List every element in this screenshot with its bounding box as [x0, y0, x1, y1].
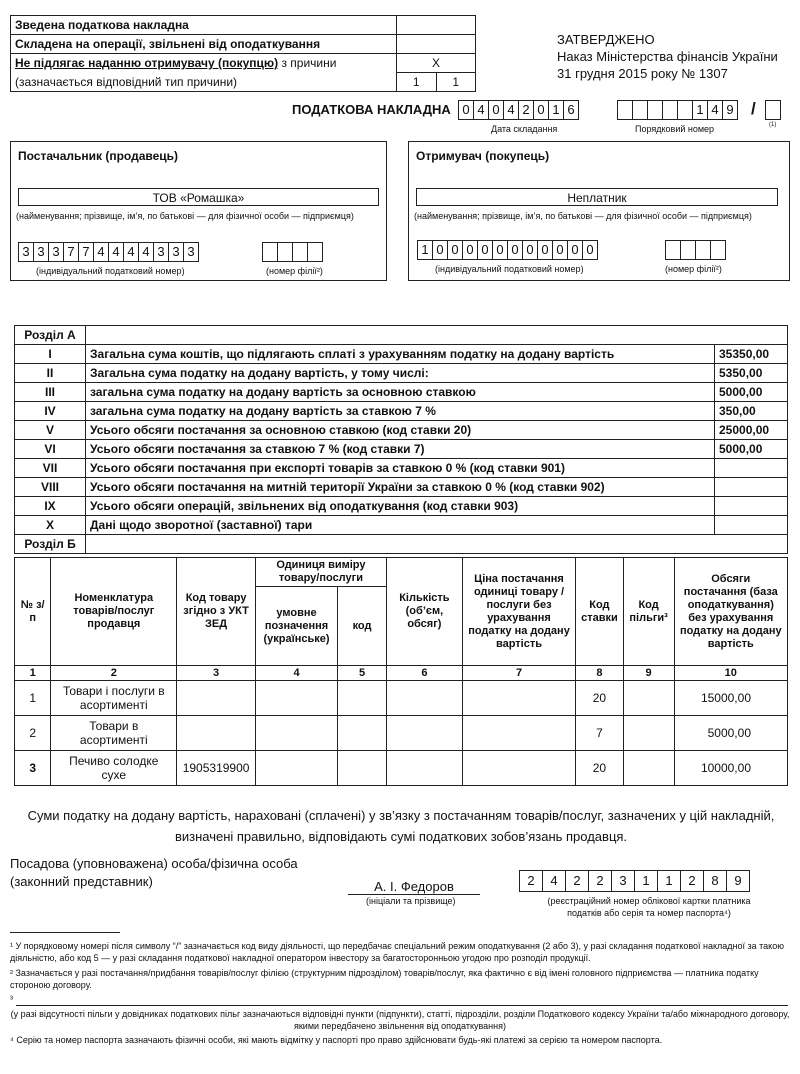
buyer-ipn-digit-cell[interactable]: 0: [552, 240, 568, 260]
section-a-header: [15, 326, 788, 345]
compliance-statement: [14, 805, 788, 847]
order-digit-cell[interactable]: [662, 100, 678, 120]
cell-name[interactable]: Товари в асортименті: [51, 716, 177, 751]
approved-line: 31 грудня 2015 року № 1307: [557, 66, 728, 81]
approved-line: Наказ Міністерства фінансів України: [557, 49, 778, 64]
section-b-table: [14, 557, 788, 786]
type-row-consolidated: [11, 16, 476, 35]
row-number: VI: [15, 440, 86, 459]
buyer-ipn-digit-cell[interactable]: 0: [432, 240, 448, 260]
section-a-title: Розділ А: [15, 326, 86, 345]
date-digit-cell[interactable]: 4: [473, 100, 489, 120]
date-cells[interactable]: [458, 100, 579, 120]
column-number: 8: [576, 666, 623, 681]
type-label-bold: Не підлягає наданню отримувачу (покупцю): [15, 56, 279, 71]
date-digit-cell[interactable]: 2: [518, 100, 534, 120]
date-digit-cell[interactable]: 4: [503, 100, 519, 120]
table-header-row: [15, 558, 788, 587]
footnote-divider: [10, 932, 120, 933]
section-b-title: Розділ Б: [15, 535, 86, 554]
date-digit-cell[interactable]: 1: [548, 100, 564, 120]
document-title: ПОДАТКОВА НАКЛАДНА: [292, 102, 451, 117]
supplier-branch-digit-cell[interactable]: [307, 242, 323, 262]
buyer-name-field[interactable]: Неплатник: [416, 188, 778, 206]
row-value[interactable]: [715, 459, 788, 478]
cell-amount[interactable]: 10000,00: [674, 751, 787, 786]
section-a-row: [15, 440, 788, 459]
supplier-ipn-digit-cell[interactable]: 7: [63, 242, 79, 262]
order-digit-cell[interactable]: [647, 100, 663, 120]
type-label: (зазначається відповідний тип причини): [11, 73, 397, 92]
row-value[interactable]: [715, 497, 788, 516]
col-header-qty: Кількість (об’єм, обсяг): [386, 558, 462, 666]
supplier-ipn-digit-cell[interactable]: 3: [33, 242, 49, 262]
cell-unit[interactable]: [255, 681, 337, 716]
section-a-row: [15, 478, 788, 497]
buyer-ipn-digit-cell[interactable]: 0: [582, 240, 598, 260]
cell-unit-code[interactable]: [338, 681, 387, 716]
supplier-ipn-digit-cell[interactable]: 3: [153, 242, 169, 262]
column-number: 9: [623, 666, 674, 681]
row-description: Усього обсяги постачання за ставкою 7 % (код ставки 7): [86, 440, 715, 459]
supplier-ipn-digit-cell[interactable]: 4: [108, 242, 124, 262]
supplier-ipn-digit-cell[interactable]: 3: [18, 242, 34, 262]
order-digit-cell[interactable]: [677, 100, 693, 120]
order-number-cells[interactable]: [617, 100, 738, 120]
cell-name[interactable]: Товари і послуги в асортименті: [51, 681, 177, 716]
supplier-branch-cells[interactable]: [262, 242, 323, 262]
buyer-name-caption: (найменування; прізвище, ім’я, по батькові — для фізичної особи — підприємця): [414, 211, 752, 221]
buyer-branch-digit-cell[interactable]: [680, 240, 696, 260]
tax-card-digit-cell[interactable]: 8: [703, 870, 727, 892]
footnote-3-line: [16, 1005, 788, 1006]
row-value[interactable]: 350,00: [715, 402, 788, 421]
buyer-ipn-digit-cell[interactable]: 0: [447, 240, 463, 260]
cell-uktzed[interactable]: [177, 681, 256, 716]
cell-qty[interactable]: [386, 681, 462, 716]
buyer-ipn-digit-cell[interactable]: 0: [522, 240, 538, 260]
footnote-2: ² Зазначається у разі постачання/придбання товарів/послуг філією (структурним підрозділом) товарів/послуг, яка фактично є від імені головного підприємства — платника податку стороною договору.: [10, 968, 759, 990]
row-value[interactable]: 5000,00: [715, 440, 788, 459]
tax-card-digit-cell[interactable]: 2: [519, 870, 543, 892]
row-description: Усього обсяги операцій, звільнених від оподаткування (код ставки 903): [86, 497, 715, 516]
row-number: V: [15, 421, 86, 440]
cell-benefit[interactable]: [623, 716, 674, 751]
caption-line: податків або серія та номер паспорта⁴): [567, 908, 731, 918]
row-description: Дані щодо зворотної (заставної) тари: [86, 516, 715, 535]
row-description: Загальна сума податку на додану вартість, у тому числі:: [86, 364, 715, 383]
column-number: 7: [462, 666, 575, 681]
column-number: 1: [15, 666, 51, 681]
column-number: 4: [255, 666, 337, 681]
cell-unit-code[interactable]: [338, 716, 387, 751]
row-value[interactable]: 25000,00: [715, 421, 788, 440]
order-note: (1): [769, 122, 777, 128]
reason-cell[interactable]: 1: [397, 73, 437, 92]
cell-uktzed[interactable]: [177, 716, 256, 751]
cell-rate[interactable]: 7: [576, 716, 623, 751]
supplier-name-field[interactable]: ТОВ «Ромашка»: [18, 188, 379, 206]
tax-card-digit-cell[interactable]: 2: [565, 870, 589, 892]
supplier-branch-caption: (номер філії²): [266, 266, 323, 276]
tax-card-digit-cell[interactable]: 2: [680, 870, 704, 892]
supplier-ipn-digit-cell[interactable]: 3: [168, 242, 184, 262]
cell-unit-code[interactable]: [338, 751, 387, 786]
supplier-ipn-digit-cell[interactable]: 4: [123, 242, 139, 262]
row-value[interactable]: 35350,00: [715, 345, 788, 364]
buyer-branch-caption: (номер філії²): [665, 264, 722, 274]
date-digit-cell[interactable]: 0: [488, 100, 504, 120]
row-description: Усього обсяги постачання при експорті товарів за ставкою 0 % (код ставки 901): [86, 459, 715, 478]
date-caption: Дата складання: [491, 124, 558, 134]
row-description: Усього обсяги постачання за основною ставкою (код ставки 20): [86, 421, 715, 440]
tax-card-digit-cell[interactable]: 3: [611, 870, 635, 892]
buyer-ipn-caption: (індивідуальний податковий номер): [435, 264, 584, 274]
buyer-panel: [408, 141, 790, 281]
row-number: II: [15, 364, 86, 383]
type-checkbox[interactable]: [397, 16, 476, 35]
section-a-table: [14, 325, 788, 554]
cell-price[interactable]: [462, 751, 575, 786]
type-label: Складена на операції, звільнені від оподаткування: [11, 35, 397, 54]
buyer-branch-digit-cell[interactable]: [710, 240, 726, 260]
type-row-exempt: [11, 35, 476, 54]
cell-amount[interactable]: 15000,00: [674, 681, 787, 716]
section-a-row: [15, 364, 788, 383]
supplier-branch-digit-cell[interactable]: [277, 242, 293, 262]
row-description: загальна сума податку на додану вартість за основною ставкою: [86, 383, 715, 402]
section-a-row: [15, 516, 788, 535]
type-label-rest: з причини: [278, 56, 337, 71]
tax-card-digit-cell[interactable]: 1: [657, 870, 681, 892]
type-label: [11, 54, 397, 73]
cell-qty[interactable]: [386, 716, 462, 751]
statement-line: Суми податку на додану вартість, нараховані (сплачені) у зв’язку з постачанням товарів/послуг, зазначених у цій накладній,: [27, 808, 775, 823]
cell-rate[interactable]: 20: [576, 681, 623, 716]
col-header-num: № з/п: [15, 558, 51, 666]
tax-card-digit-cell[interactable]: 4: [542, 870, 566, 892]
cell-unit[interactable]: [255, 716, 337, 751]
order-digit-cell[interactable]: [617, 100, 633, 120]
cell-unit[interactable]: [255, 751, 337, 786]
cell-amount[interactable]: 5000,00: [674, 716, 787, 751]
order-digit-cell[interactable]: 4: [707, 100, 723, 120]
type-row-not-provided: [11, 54, 476, 73]
tax-card-caption: [514, 895, 784, 919]
date-digit-cell[interactable]: 0: [458, 100, 474, 120]
buyer-ipn-digit-cell[interactable]: 0: [507, 240, 523, 260]
supplier-ipn-digit-cell[interactable]: 7: [78, 242, 94, 262]
section-a-row: [15, 497, 788, 516]
col-header-unit-code: код: [338, 587, 387, 666]
statement-line: визначені правильно, відповідають сумі податкових зобов’язань продавця.: [174, 829, 628, 844]
table-row: [15, 716, 788, 751]
row-number: IV: [15, 402, 86, 421]
buyer-ipn-digit-cell[interactable]: 1: [417, 240, 433, 260]
buyer-ipn-digit-cell[interactable]: 0: [492, 240, 508, 260]
supplier-ipn-caption: (індивідуальний податковий номер): [36, 266, 185, 276]
invoice-type-table: [10, 15, 476, 92]
footnote-3-mark: ³: [10, 994, 13, 1004]
row-value[interactable]: 5000,00: [715, 383, 788, 402]
footnote-1: ¹ У порядковому номері після символу “/” зазначається код виду діяльності, що передбачає спеціальний режим оподаткування (2 або 3), у разі складання податкової накладної за такою діяльністю, або код 5 — у разі складання податкової накладної оператором інвестору за багатосторонньою угодою про розподіл продукції.: [10, 941, 784, 963]
buyer-branch-cells[interactable]: [665, 240, 726, 260]
cell-name[interactable]: Печиво солодке сухе: [51, 751, 177, 786]
reason-cell[interactable]: 1: [436, 73, 476, 92]
col-header-uktzed: Код товару згідно з УКТ ЗЕД: [177, 558, 256, 666]
signatory-name-caption: (ініціали та прізвище): [366, 896, 456, 906]
signatory-position: (законний представник): [10, 874, 153, 889]
tax-card-cells[interactable]: [519, 870, 750, 892]
cell-n: 2: [15, 716, 51, 751]
column-number: 6: [386, 666, 462, 681]
column-number: 3: [177, 666, 256, 681]
cell-n: 1: [15, 681, 51, 716]
cell-price[interactable]: [462, 716, 575, 751]
buyer-ipn-digit-cell[interactable]: 0: [537, 240, 553, 260]
supplier-branch-digit-cell[interactable]: [292, 242, 308, 262]
supplier-ipn-digit-cell[interactable]: 3: [48, 242, 64, 262]
buyer-ipn-cells[interactable]: [417, 240, 598, 260]
section-a-row: [15, 383, 788, 402]
order-digit-cell[interactable]: [632, 100, 648, 120]
row-value[interactable]: 5350,00: [715, 364, 788, 383]
section-a-row: [15, 402, 788, 421]
footnote-3-caption: (у разі відсутності пільги у довідниках податкових пільг зазначаються відповідні пункти (підпункти), статті, підрозділи, розділи Податкового кодексу України та/або міжнародного договору, якими передбачено звільнення від оподаткування): [10, 1009, 790, 1031]
table-row: [15, 751, 788, 786]
type-label: Зведена податкова накладна: [11, 16, 397, 35]
row-number: I: [15, 345, 86, 364]
supplier-panel: [10, 141, 387, 281]
supplier-title: Постачальник (продавець): [18, 149, 179, 163]
caption-line: (реєстраційний номер облікової картки платника: [547, 896, 751, 906]
signatory-block: [10, 855, 298, 891]
row-number: VII: [15, 459, 86, 478]
col-header-benefit: Код пільги³: [623, 558, 674, 666]
col-header-unit: умовне позначення (українське): [255, 587, 337, 666]
col-header-unit-group: Одиниця виміру товару/послуги: [255, 558, 386, 587]
buyer-branch-digit-cell[interactable]: [695, 240, 711, 260]
signatory-name[interactable]: А. І. Федоров: [348, 879, 480, 895]
col-header-amount: Обсяги постачання (база оподаткування) без урахування податку на додану вартість: [674, 558, 787, 666]
approval-stamp: [557, 31, 778, 82]
section-a-row: [15, 459, 788, 478]
section-a-row: [15, 421, 788, 440]
cell-benefit[interactable]: [623, 751, 674, 786]
date-digit-cell[interactable]: 6: [563, 100, 579, 120]
row-number: III: [15, 383, 86, 402]
order-suffix-digit-cell[interactable]: [765, 100, 781, 120]
signatory-position: Посадова (уповноважена) особа/фізична особа: [10, 856, 298, 871]
row-number: VIII: [15, 478, 86, 497]
section-a-row: [15, 345, 788, 364]
supplier-ipn-digit-cell[interactable]: 4: [138, 242, 154, 262]
supplier-ipn-digit-cell[interactable]: 4: [93, 242, 109, 262]
row-value[interactable]: [715, 478, 788, 497]
footnote-4: ⁴ Серію та номер паспорта зазначають фізичні особи, які мають відмітку у паспорті про право здійснювати будь-які платежі за серією та номером паспорта.: [10, 1035, 663, 1045]
cell-rate[interactable]: 20: [576, 751, 623, 786]
tax-card-digit-cell[interactable]: 1: [634, 870, 658, 892]
order-digit-cell[interactable]: 1: [692, 100, 708, 120]
cell-price[interactable]: [462, 681, 575, 716]
supplier-ipn-digit-cell[interactable]: 3: [183, 242, 199, 262]
column-number: 2: [51, 666, 177, 681]
section-b-header: [15, 535, 788, 554]
order-caption: Порядковий номер: [635, 124, 715, 134]
tax-card-digit-cell[interactable]: 9: [726, 870, 750, 892]
type-checkbox[interactable]: X: [397, 54, 476, 73]
row-description: загальна сума податку на додану вартість за ставкою 7 %: [86, 402, 715, 421]
column-number-row: [15, 666, 788, 681]
cell-qty[interactable]: [386, 751, 462, 786]
date-digit-cell[interactable]: 0: [533, 100, 549, 120]
buyer-branch-digit-cell[interactable]: [665, 240, 681, 260]
type-checkbox[interactable]: [397, 35, 476, 54]
buyer-title: Отримувач (покупець): [416, 149, 550, 163]
supplier-ipn-cells[interactable]: [18, 242, 199, 262]
row-description: Загальна сума коштів, що підлягають сплаті з урахуванням податку на додану вартість: [86, 345, 715, 364]
row-value[interactable]: [715, 516, 788, 535]
cell-benefit[interactable]: [623, 681, 674, 716]
order-slash: /: [751, 99, 756, 118]
col-header-name: Номенклатура товарів/послуг продавця: [51, 558, 177, 666]
row-description: Усього обсяги постачання на митній території України за ставкою 0 % (код ставки 902): [86, 478, 715, 497]
order-digit-cell[interactable]: 9: [722, 100, 738, 120]
type-row-reason: [11, 73, 476, 92]
tax-card-digit-cell[interactable]: 2: [588, 870, 612, 892]
row-number: IX: [15, 497, 86, 516]
supplier-branch-digit-cell[interactable]: [262, 242, 278, 262]
column-number: 10: [674, 666, 787, 681]
supplier-name-caption: (найменування; прізвище, ім’я, по батькові — для фізичної особи — підприємця): [16, 211, 354, 221]
buyer-ipn-digit-cell[interactable]: 0: [477, 240, 493, 260]
row-number: X: [15, 516, 86, 535]
col-header-rate: Код ставки: [576, 558, 623, 666]
column-number: 5: [338, 666, 387, 681]
buyer-ipn-digit-cell[interactable]: 0: [462, 240, 478, 260]
cell-uktzed[interactable]: 1905319900: [177, 751, 256, 786]
cell-n: 3: [15, 751, 51, 786]
approved-line: ЗАТВЕРДЖЕНО: [557, 32, 655, 47]
table-row: [15, 681, 788, 716]
order-suffix-cell[interactable]: [765, 100, 781, 120]
buyer-ipn-digit-cell[interactable]: 0: [567, 240, 583, 260]
col-header-price: Ціна постачання одиниці товару / послуги без урахування податку на додану вартість: [462, 558, 575, 666]
